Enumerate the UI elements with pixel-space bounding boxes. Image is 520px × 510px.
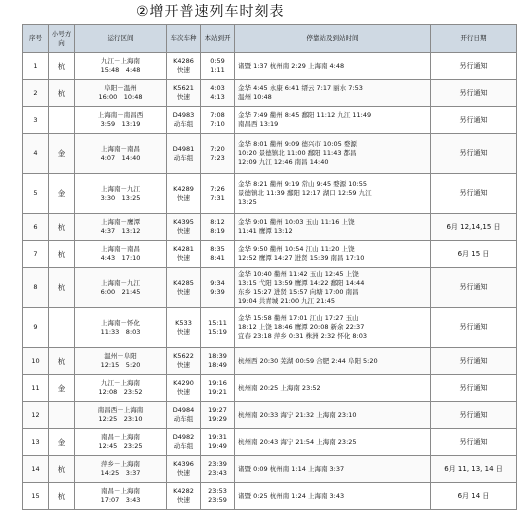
direction-cell: 杭 (49, 268, 75, 308)
station-time-cell (201, 483, 235, 510)
header-stops: 停靠站及到站时间 (235, 25, 431, 53)
stops-line: 诸暨 0:09 杭州南 1:14 上海南 3:37 (238, 464, 345, 473)
time-line: 4:03 (210, 84, 225, 92)
train-cell (167, 402, 201, 429)
seq-cell: 5 (23, 174, 49, 214)
train-cell (167, 174, 201, 214)
route-line: 南昌－上海南 (101, 487, 140, 495)
stops-line: 13:15 弋阳 13:59 鹰潭 14:22 鄱阳 14:44 (238, 278, 365, 287)
train-line: 动车组 (173, 442, 194, 450)
stops-line: 杭州南 20:33 海宁 21:32 上海南 23:10 (238, 410, 357, 419)
stops-line: 12:09 九江 12:46 南昌 14:40 (238, 158, 329, 166)
route-line: 14:25 3:37 (100, 469, 141, 477)
route-cell (75, 429, 167, 456)
direction-cell: 杭 (49, 241, 75, 268)
station-time-cell (201, 348, 235, 375)
stops-line: 东乡 15:27 进贤 15:57 向塘 17:00 南昌 (238, 287, 359, 296)
train-line: K4290 (173, 379, 194, 387)
time-line: 9:39 (210, 287, 225, 296)
time-line: 7:31 (210, 193, 225, 202)
date-cell: 另行通知 (431, 80, 517, 107)
train-line: 快速 (177, 388, 190, 396)
table-row (23, 107, 517, 134)
train-line: 快速 (177, 66, 190, 74)
train-line: 快速 (177, 254, 190, 262)
train-line: K4395 (173, 218, 194, 226)
time-line: 23:59 (208, 496, 227, 504)
table-row (23, 241, 517, 268)
table-row (23, 53, 517, 80)
stops-line: 景德镇北 11:39 鄱阳 12:17 湖口 12:59 九江 (238, 189, 372, 197)
train-cell (167, 268, 201, 308)
route-cell (75, 456, 167, 483)
route-line: 17:07 3:43 (100, 496, 141, 504)
direction-cell: 金 (49, 375, 75, 402)
seq-cell: 3 (23, 107, 49, 134)
date-cell: 另行通知 (431, 174, 517, 214)
header-train: 车次车种 (167, 25, 201, 53)
train-line: 快速 (177, 469, 190, 477)
stops-cell (235, 80, 431, 107)
train-cell (167, 53, 201, 80)
stops-line: 金华 15:58 衢州 17:01 江山 17:27 玉山 (238, 314, 359, 322)
time-line: 7:08 (210, 111, 225, 119)
table-body (23, 53, 517, 510)
time-line: 19:16 (208, 379, 227, 387)
route-cell (75, 107, 167, 134)
table-row (23, 308, 517, 348)
station-time-cell (201, 456, 235, 483)
train-line: 快速 (177, 227, 190, 235)
route-line: 温州－阜阳 (104, 352, 137, 360)
route-line: 南昌－上海南 (101, 433, 140, 441)
time-line: 19:49 (208, 442, 227, 450)
route-line: 12:08 23:52 (98, 388, 143, 396)
time-line: 8:19 (210, 227, 225, 235)
stops-line: 10:20 景德镇北 11:00 鄱阳 11:43 都昌 (238, 149, 357, 157)
stops-line: 11:41 鹰潭 13:12 (238, 227, 293, 235)
time-line: 19:31 (208, 433, 227, 441)
station-time-cell (201, 268, 235, 308)
seq-cell: 1 (23, 53, 49, 80)
train-cell (167, 456, 201, 483)
route-cell (75, 53, 167, 80)
route-line: 16:00 10:48 (98, 93, 143, 101)
station-time-cell (201, 241, 235, 268)
seq-cell: 7 (23, 241, 49, 268)
header-station-time: 本站到开 (201, 25, 235, 53)
train-line: 快速 (177, 93, 190, 101)
route-line: 6:00 21:45 (100, 287, 141, 296)
route-line: 萍乡－上海南 (101, 460, 140, 468)
direction-cell: 杭 (49, 348, 75, 375)
seq-cell: 15 (23, 483, 49, 510)
train-line: K4285 (173, 278, 194, 287)
train-line: 快速 (177, 327, 190, 336)
table-row (23, 268, 517, 308)
date-cell: 另行通知 (431, 134, 517, 174)
stops-cell (235, 174, 431, 214)
seq-cell: 9 (23, 308, 49, 348)
time-line: 7:20 (210, 144, 225, 153)
route-line: 12:15 5:20 (100, 361, 141, 369)
time-line: 0:59 (210, 57, 225, 65)
train-line: D4984 (172, 406, 195, 414)
time-line: 15:19 (208, 327, 227, 336)
time-line: 18:49 (208, 361, 227, 369)
stops-cell (235, 348, 431, 375)
header-date: 开行日期 (431, 25, 517, 53)
seq-cell: 10 (23, 348, 49, 375)
date-cell: 另行通知 (431, 375, 517, 402)
date-cell: 6月 14 日 (431, 483, 517, 510)
direction-cell: 杭 (49, 214, 75, 241)
direction-cell: 金 (49, 134, 75, 174)
time-line: 23:43 (208, 469, 227, 477)
time-line: 18:39 (208, 352, 227, 360)
train-line: 快速 (177, 193, 190, 202)
stops-cell (235, 402, 431, 429)
direction-cell: 杭 (49, 80, 75, 107)
train-line: 动车组 (173, 415, 194, 423)
route-line: 上海南－怀化 (101, 318, 140, 327)
route-cell (75, 80, 167, 107)
route-line: 4:43 17:10 (100, 254, 141, 262)
route-cell (75, 483, 167, 510)
seq-cell: 8 (23, 268, 49, 308)
train-line: 动车组 (173, 153, 194, 162)
stops-line: 诸暨 0:25 杭州南 1:24 上海南 3:43 (238, 491, 345, 500)
train-cell (167, 107, 201, 134)
direction-cell: 杭 (49, 483, 75, 510)
time-line: 7:10 (210, 120, 225, 128)
direction-cell: 杭 (49, 456, 75, 483)
seq-cell: 13 (23, 429, 49, 456)
stops-cell (235, 375, 431, 402)
time-line: 9:34 (210, 278, 225, 287)
route-line: 3:30 13:25 (100, 193, 141, 202)
route-cell (75, 174, 167, 214)
time-line: 8:35 (210, 245, 225, 253)
header-direction: 小号方向 (49, 25, 75, 53)
train-line: K533 (175, 318, 192, 327)
route-line: 3:59 13:19 (100, 120, 141, 128)
stops-line: 金华 4:45 永康 6:41 缙云 7:17 丽水 7:53 (238, 84, 363, 92)
stops-cell (235, 483, 431, 510)
time-line: 19:27 (208, 406, 227, 414)
date-cell: 另行通知 (431, 308, 517, 348)
direction-cell: 金 (49, 174, 75, 214)
time-line: 7:26 (210, 184, 225, 193)
route-line: 11:33 8:03 (100, 327, 141, 336)
table-header (23, 25, 517, 53)
stops-line: 金华 9:50 衢州 10:54 江山 11:20 上饶 (238, 245, 355, 253)
stops-cell (235, 268, 431, 308)
stops-line: 12:52 鹰潭 14:27 进贤 15:39 南昌 17:10 (238, 254, 365, 262)
time-line: 23:39 (208, 460, 227, 468)
stops-cell (235, 134, 431, 174)
time-line: 7:23 (210, 153, 225, 162)
date-cell: 另行通知 (431, 268, 517, 308)
header-route: 运行区间 (75, 25, 167, 53)
route-line: 阜阳－温州 (104, 84, 137, 92)
route-line: 15:48 4:48 (100, 66, 141, 74)
date-cell: 6月 15 日 (431, 241, 517, 268)
date-cell: 另行通知 (431, 107, 517, 134)
table-row (23, 134, 517, 174)
stops-line: 19:04 共青城 21:00 九江 21:45 (238, 296, 335, 305)
stops-line: 18:12 上饶 18:46 鹰潭 20:08 新余 22:37 (238, 323, 365, 331)
table-row (23, 348, 517, 375)
train-line: K4289 (173, 184, 194, 193)
stops-cell (235, 214, 431, 241)
stops-line: 金华 7:49 衢州 8:45 鄱阳 11:12 九江 11:49 (238, 111, 372, 119)
stops-line: 南昌西 13:19 (238, 120, 279, 128)
page-title: ②增开普速列车时刻表 (136, 4, 285, 20)
seq-cell: 11 (23, 375, 49, 402)
station-time-cell (201, 402, 235, 429)
table-row (23, 375, 517, 402)
train-line: K4396 (173, 460, 194, 468)
route-line: 上海南－南昌西 (97, 111, 144, 119)
seq-cell: 12 (23, 402, 49, 429)
train-cell (167, 483, 201, 510)
route-line: 上海南－南昌 (101, 245, 140, 253)
route-cell (75, 375, 167, 402)
time-line: 19:21 (208, 388, 227, 396)
time-line: 19:29 (208, 415, 227, 423)
train-cell (167, 429, 201, 456)
stops-cell (235, 53, 431, 80)
time-line: 8:12 (210, 218, 225, 226)
route-line: 上海南－九江 (101, 184, 140, 193)
time-line: 15:11 (208, 318, 227, 327)
station-time-cell (201, 107, 235, 134)
time-line: 1:11 (210, 66, 225, 74)
seq-cell: 14 (23, 456, 49, 483)
direction-cell (49, 308, 75, 348)
table-row (23, 80, 517, 107)
route-line: 4:37 13:12 (100, 227, 141, 235)
station-time-cell (201, 308, 235, 348)
date-cell: 6月 11, 13, 14 日 (431, 456, 517, 483)
train-cell (167, 308, 201, 348)
train-cell (167, 375, 201, 402)
time-line: 23:53 (208, 487, 227, 495)
stops-line: 温州 10:48 (238, 93, 272, 101)
route-line: 上海南－九江 (101, 278, 140, 287)
direction-cell (49, 402, 75, 429)
train-line: 快速 (177, 287, 190, 296)
route-line: 12:45 23:25 (98, 442, 143, 450)
stops-cell (235, 456, 431, 483)
table-row (23, 174, 517, 214)
stops-line: 金华 8:01 衢州 9:09 德兴市 10:05 婺源 (238, 140, 357, 148)
route-line: 上海南－南昌 (101, 144, 140, 153)
route-cell (75, 308, 167, 348)
train-cell (167, 241, 201, 268)
train-line: K5622 (173, 352, 194, 360)
station-time-cell (201, 429, 235, 456)
stops-cell (235, 429, 431, 456)
time-line: 4:13 (210, 93, 225, 101)
table-row (23, 483, 517, 510)
stops-line: 杭州西 20:30 芜湖 00:59 合肥 2:44 阜阳 5:20 (238, 356, 378, 365)
train-line: D4981 (172, 144, 195, 153)
station-time-cell (201, 80, 235, 107)
date-cell: 6月 12,14,15 日 (431, 214, 517, 241)
route-cell (75, 241, 167, 268)
station-time-cell (201, 134, 235, 174)
train-line: K4286 (173, 57, 194, 65)
station-time-cell (201, 214, 235, 241)
train-line: K4281 (173, 245, 194, 253)
route-line: 南昌西－上海南 (97, 406, 144, 414)
seq-cell: 2 (23, 80, 49, 107)
train-line: K4282 (173, 487, 194, 495)
stops-line: 金华 9:01 衢州 10:03 玉山 11:16 上饶 (238, 218, 355, 226)
stops-cell (235, 107, 431, 134)
train-cell (167, 348, 201, 375)
train-line: 快速 (177, 496, 190, 504)
route-line: 12:25 23:10 (98, 415, 143, 423)
time-line: 8:41 (210, 254, 225, 262)
timetable (22, 24, 517, 510)
direction-cell (49, 107, 75, 134)
train-line: D4982 (172, 433, 195, 441)
route-line: 九江－上海南 (101, 379, 140, 387)
stops-line: 金华 10:40 衢州 11:42 玉山 12:45 上饶 (238, 269, 359, 278)
station-time-cell (201, 375, 235, 402)
route-cell (75, 402, 167, 429)
date-cell: 另行通知 (431, 53, 517, 80)
train-line: 动车组 (173, 120, 194, 128)
train-cell (167, 134, 201, 174)
stops-cell (235, 308, 431, 348)
direction-cell: 金 (49, 429, 75, 456)
station-time-cell (201, 53, 235, 80)
date-cell: 另行通知 (431, 429, 517, 456)
direction-cell: 杭 (49, 53, 75, 80)
train-cell (167, 80, 201, 107)
route-cell (75, 268, 167, 308)
stops-line: 杭州南 20:43 海宁 21:54 上海南 23:25 (238, 437, 357, 446)
route-cell (75, 134, 167, 174)
route-cell (75, 348, 167, 375)
table-row (23, 214, 517, 241)
stops-line: 金华 8:21 衢州 9:19 常山 9:45 婺源 10:55 (238, 180, 367, 188)
table-row (23, 402, 517, 429)
train-line: 快速 (177, 361, 190, 369)
table-row (23, 429, 517, 456)
route-line: 4:07 14:40 (100, 153, 141, 162)
date-cell: 另行通知 (431, 348, 517, 375)
route-cell (75, 214, 167, 241)
stops-cell (235, 241, 431, 268)
route-line: 九江－上海南 (101, 57, 140, 65)
header-seq: 序号 (23, 25, 49, 53)
stops-line: 诸暨 1:37 杭州南 2:29 上海南 4:48 (238, 61, 345, 70)
train-line: D4983 (172, 111, 195, 119)
date-cell: 另行通知 (431, 402, 517, 429)
table-row (23, 456, 517, 483)
stops-line: 13:25 (238, 198, 257, 206)
station-time-cell (201, 174, 235, 214)
train-cell (167, 214, 201, 241)
route-line: 上海南－鹰潭 (101, 218, 140, 226)
seq-cell: 4 (23, 134, 49, 174)
train-line: K5621 (173, 84, 194, 92)
stops-line: 宜春 23:18 萍乡 0:31 株洲 2:32 怀化 8:03 (238, 332, 367, 340)
seq-cell: 6 (23, 214, 49, 241)
stops-line: 杭州南 20:25 上海南 23:52 (238, 383, 321, 392)
